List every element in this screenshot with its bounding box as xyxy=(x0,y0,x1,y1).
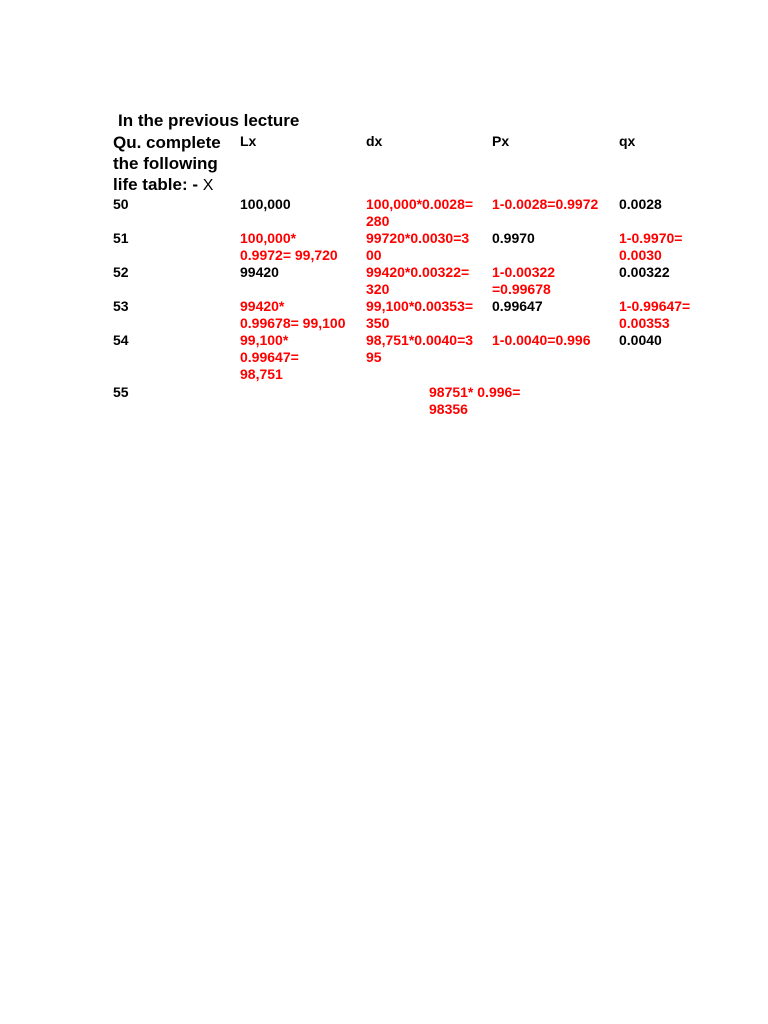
row-54-x: 54 xyxy=(113,332,129,348)
row-55-x: 55 xyxy=(113,384,129,400)
row-52-lx: 99420 xyxy=(240,264,279,280)
row-53-qx: 1-0.99647= 0.00353 xyxy=(619,298,691,331)
x-column-header: X xyxy=(202,177,214,194)
page-title: In the previous lecture xyxy=(118,111,300,130)
row-52-qx: 0.00322 xyxy=(619,264,670,280)
row-52-x: 52 xyxy=(113,264,129,280)
row-50-dx: 100,000*0.0028= 280 xyxy=(366,196,474,229)
row-53-px: 0.99647 xyxy=(492,298,543,314)
row-51-dx: 99720*0.0030=3 00 xyxy=(366,230,470,263)
row-55-final-value: 98751* 0.996= 98356 xyxy=(429,384,521,417)
row-53-x: 53 xyxy=(113,298,129,314)
row-50-lx: 100,000 xyxy=(240,196,291,212)
row-51-x: 51 xyxy=(113,230,129,246)
lx-column-header: Lx xyxy=(240,133,257,149)
question-label: Qu. complete the following life table: - xyxy=(113,133,221,194)
row-51-px: 0.9970 xyxy=(492,230,535,246)
row-51-qx: 1-0.9970= 0.0030 xyxy=(619,230,683,263)
row-52-px: 1-0.00322 =0.99678 xyxy=(492,264,556,297)
row-50-qx: 0.0028 xyxy=(619,196,662,212)
row-51-lx: 100,000* 0.9972= 99,720 xyxy=(240,230,338,263)
px-column-header: Px xyxy=(492,133,510,149)
qx-column-header: qx xyxy=(619,133,636,149)
question-text xyxy=(113,132,233,196)
row-50-x: 50 xyxy=(113,196,129,212)
row-52-dx: 99420*0.00322= 320 xyxy=(366,264,470,297)
row-54-lx: 99,100* 0.99647= 98,751 xyxy=(240,332,299,382)
row-54-dx: 98,751*0.0040=3 95 xyxy=(366,332,474,365)
row-54-px: 1-0.0040=0.996 xyxy=(492,332,591,348)
dx-column-header: dx xyxy=(366,133,383,149)
row-50-px: 1-0.0028=0.9972 xyxy=(492,196,599,212)
row-53-lx: 99420* 0.99678= 99,100 xyxy=(240,298,346,331)
row-53-dx: 99,100*0.00353= 350 xyxy=(366,298,474,331)
row-54-qx: 0.0040 xyxy=(619,332,662,348)
